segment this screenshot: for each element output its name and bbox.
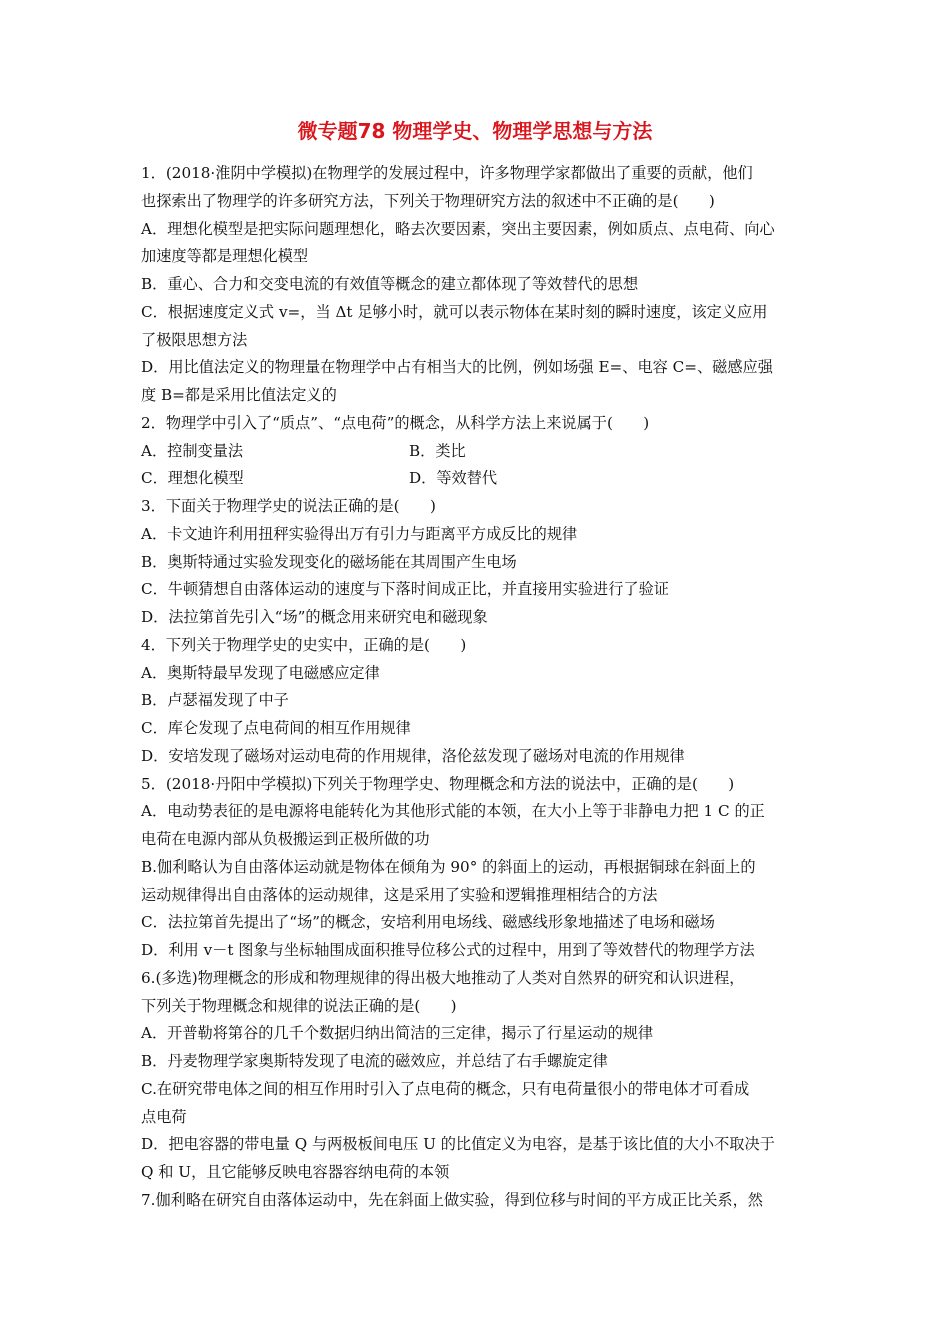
- text-line: 7.伽利略在研究自由落体运动中，先在斜面上做实验，得到位移与时间的平方成正比关系，然: [141, 1190, 763, 1209]
- text-line: 4．下列关于物理学史的史实中，正确的是( ): [141, 635, 467, 654]
- text-line: 5．(2018·丹阳中学模拟)下列关于物理学史、物理概念和方法的说法中，正确的是( ): [141, 774, 735, 793]
- text-line: C．根据速度定义式 v=，当 Δt 足够小时，就可以表示物体在某时刻的瞬时速度，该定义应用: [141, 302, 768, 321]
- text-line: 度 B=都是采用比值法定义的: [141, 386, 337, 404]
- text-line: A．卡文迪许利用扭秤实验得出万有引力与距离平方成反比的规律: [141, 524, 578, 543]
- text-line: B．奥斯特通过实验发现变化的磁场能在其周围产生电场: [141, 552, 517, 571]
- text-line: C．牛顿猜想自由落体运动的速度与下落时间成正比，并直接用实验进行了验证: [141, 580, 669, 599]
- text-line: 了极限思想方法: [141, 330, 248, 349]
- option-d: D．等效替代: [409, 469, 498, 488]
- text-line: A．理想化模型是把实际问题理想化，略去次要因素，突出主要因素，例如质点、点电荷、向心: [141, 219, 775, 238]
- text-line: B．丹麦物理学家奥斯特发现了电流的磁效应，并总结了右手螺旋定律: [141, 1052, 608, 1070]
- text-line: D．法拉第首先引入“场”的概念用来研究电和磁现象: [141, 608, 488, 626]
- text-line: 3．下面关于物理学史的说法正确的是( ): [141, 497, 436, 515]
- text-line: 2．物理学中引入了“质点”、“点电荷”的概念，从科学方法上来说属于( ): [141, 413, 650, 432]
- text-line: 1．(2018·淮阴中学模拟)在物理学的发展过程中，许多物理学家都做出了重要的贡献，他们: [141, 164, 753, 182]
- text-line: A．电动势表征的是电源将电能转化为其他形式能的本领，在大小上等于非静电力把 1 C 的正: [141, 802, 765, 821]
- page-title: 微专题78 物理学史、物理学思想与方法: [297, 119, 653, 143]
- text-line: D．用比值法定义的物理量在物理学中占有相当大的比例，例如场强 E=、电容 C=、磁感应强: [141, 358, 773, 377]
- text-line: 运动规律得出自由落体的运动规律，这是采用了实验和逻辑推理相结合的方法: [141, 885, 658, 904]
- text-line: D．把电容器的带电量 Q 与两极板间电压 U 的比值定义为电容，是基于该比值的大小不取决于: [141, 1135, 775, 1154]
- text-line: C．法拉第首先提出了“场”的概念，安培利用电场线、磁感线形象地描述了电场和磁场: [141, 913, 715, 932]
- text-line: A．奥斯特最早发现了电磁感应定律: [141, 663, 380, 682]
- text-line: B．卢瑟福发现了中子: [141, 691, 289, 710]
- text-line: C.在研究带电体之间的相互作用时引入了点电荷的概念，只有电荷量很小的带电体才可看成: [141, 1079, 750, 1098]
- option-row: [141, 438, 813, 466]
- text-line: 也探索出了物理学的许多研究方法，下列关于物理研究方法的叙述中不正确的是( ): [141, 191, 715, 210]
- text-line: 下列关于物理概念和规律的说法正确的是( ): [141, 996, 457, 1015]
- text-line: 点电荷: [141, 1107, 187, 1126]
- text-line: B.伽利略认为自由落体运动就是物体在倾角为 90° 的斜面上的运动，再根据铜球在斜面上的: [141, 857, 756, 876]
- text-line: D．利用 v－t 图象与坐标轴围成面积推导位移公式的过程中，用到了等效替代的物理学方法: [141, 941, 755, 959]
- text-line: C．库仑发现了点电荷间的相互作用规律: [141, 719, 411, 737]
- option-a: A．控制变量法: [141, 441, 244, 460]
- text-line: Q 和 U，且它能够反映电容器容纳电荷的本领: [141, 1163, 450, 1181]
- option-row: [141, 465, 813, 493]
- text-line: B．重心、合力和交变电流的有效值等概念的建立都体现了等效替代的思想: [141, 275, 639, 293]
- text-line: 加速度等都是理想化模型: [141, 247, 309, 266]
- text-line: D．安培发现了磁场对运动电荷的作用规律，洛伦兹发现了磁场对电流的作用规律: [141, 746, 685, 765]
- text-line: 电荷在电源内部从负极搬运到正极所做的功: [141, 830, 430, 848]
- option-b: B．类比: [409, 441, 466, 460]
- option-c: C．理想化模型: [141, 469, 244, 488]
- text-line: A．开普勒将第谷的几千个数据归纳出简洁的三定律，揭示了行星运动的规律: [141, 1024, 654, 1043]
- text-line: 6.(多选)物理概念的形成和物理规律的得出极大地推动了人类对自然界的研究和认识进程，: [141, 968, 745, 987]
- question-body: [141, 160, 813, 1215]
